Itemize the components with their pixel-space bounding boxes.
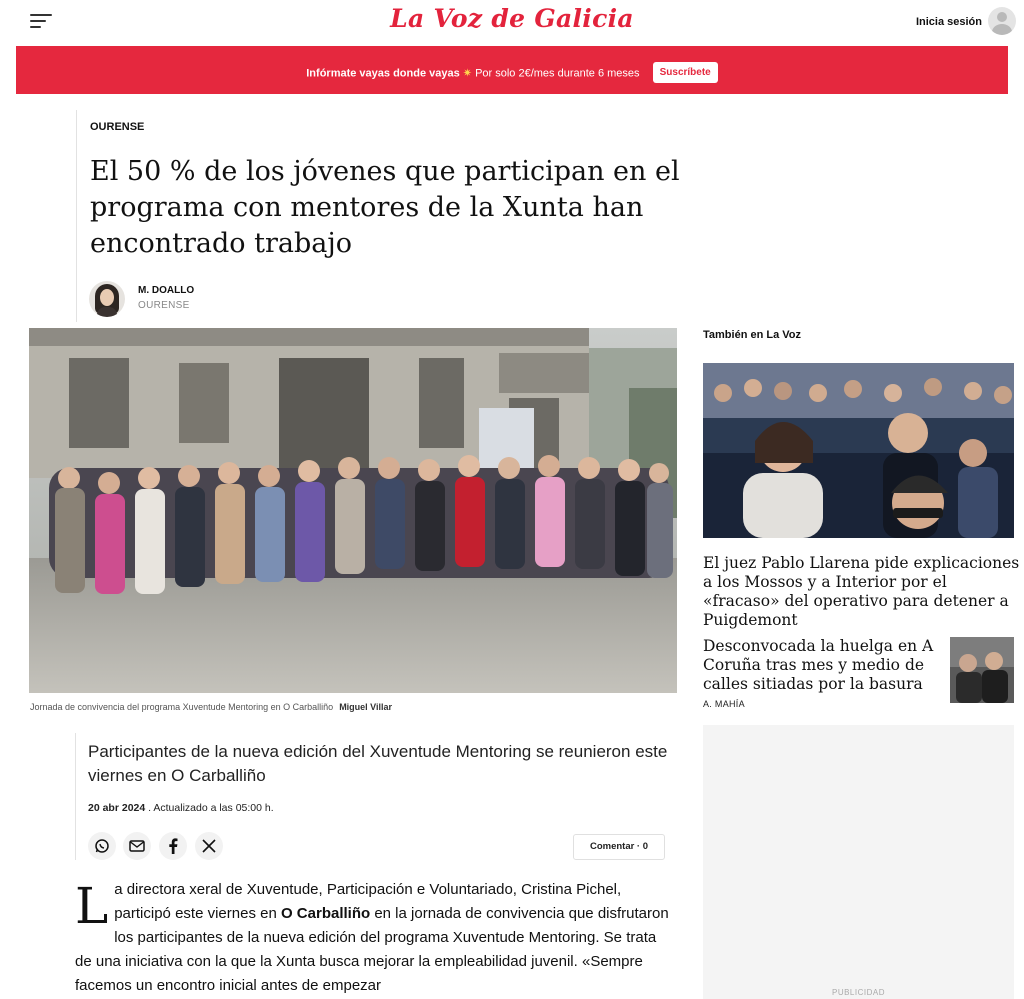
promo-headline: Infórmate vayas donde vayas: [306, 67, 460, 80]
facebook-icon[interactable]: [159, 832, 187, 860]
article-photo[interactable]: [29, 328, 677, 693]
header-divider: [76, 110, 77, 322]
user-avatar-icon[interactable]: [988, 7, 1016, 35]
whatsapp-icon[interactable]: [88, 832, 116, 860]
article-dateline: [88, 802, 274, 814]
site-logo[interactable]: La Voz de Galicia: [390, 4, 634, 33]
caption-text: Jornada de convivencia del programa Xuventude Mentoring en O Carballiño: [30, 702, 334, 712]
standfirst-divider: [75, 733, 76, 860]
top-bar: [0, 0, 1024, 46]
promo-offer: Por solo 2€/mes durante 6 meses: [475, 67, 640, 80]
drop-cap: L: [75, 877, 109, 935]
body-paragraph: a directora xeral de Xuventude, Participación e Voluntariado, Cristina Pichel, participó este viernes en O Carballiño en la jornada de convivencia que disfrutaron los participantes de la nueva edición del programa Xuventude Mentoring. Se trata de una iniciativa con la que la Xunta busca mejorar la empleabilidad juvenil. «Sempre facemos un encontro inicial antes de empezar: [75, 881, 669, 994]
sidebar-title: También en La Voz: [703, 329, 801, 341]
author-avatar[interactable]: [89, 281, 125, 317]
subscribe-button[interactable]: Suscríbete: [653, 62, 718, 83]
sidebar-story-photo[interactable]: [703, 363, 1014, 538]
comment-button[interactable]: Comentar · 0: [573, 834, 665, 860]
article-body: [75, 878, 675, 998]
section-label[interactable]: OURENSE: [90, 121, 145, 133]
advertisement-slot[interactable]: [703, 725, 1014, 999]
publish-date: 20 abr 2024: [88, 802, 146, 814]
photo-caption: [30, 702, 392, 712]
updated-time: . Actualizado a las 05:00 h.: [145, 802, 274, 814]
author-name[interactable]: M. DOALLO: [138, 285, 195, 296]
sidebar-story-headline[interactable]: Desconvocada la huelga en A Coruña tras mes y medio de calles sitiadas por la basura: [703, 637, 934, 693]
article-standfirst: Participantes de la nueva edición del Xuventude Mentoring se reunieron este viernes en O Carballiño: [88, 742, 668, 785]
login-link[interactable]: Inicia sesión: [915, 16, 982, 28]
article-headline: El 50 % de los jóvenes que participan en el programa con mentores de la Xunta han encontrado trabajo: [90, 156, 680, 259]
photo-credit: Miguel Villar: [339, 702, 393, 712]
sidebar-story-headline[interactable]: El juez Pablo Llarena pide explicaciones a los Mossos y a Interior por el «fracaso» del operativo para detener a Puigdemont: [703, 554, 1020, 629]
sidebar-story-thumbnail[interactable]: [950, 637, 1014, 703]
sun-icon: ✷: [462, 67, 472, 80]
email-icon[interactable]: [123, 832, 151, 860]
subscription-banner: [16, 46, 1008, 94]
ad-label: PUBLICIDAD: [831, 988, 885, 997]
sidebar-story-author: A. MAHÍA: [703, 699, 745, 709]
place-link[interactable]: O Carballiño: [280, 905, 371, 922]
author-location: OURENSE: [138, 300, 190, 311]
x-icon[interactable]: [195, 832, 223, 860]
